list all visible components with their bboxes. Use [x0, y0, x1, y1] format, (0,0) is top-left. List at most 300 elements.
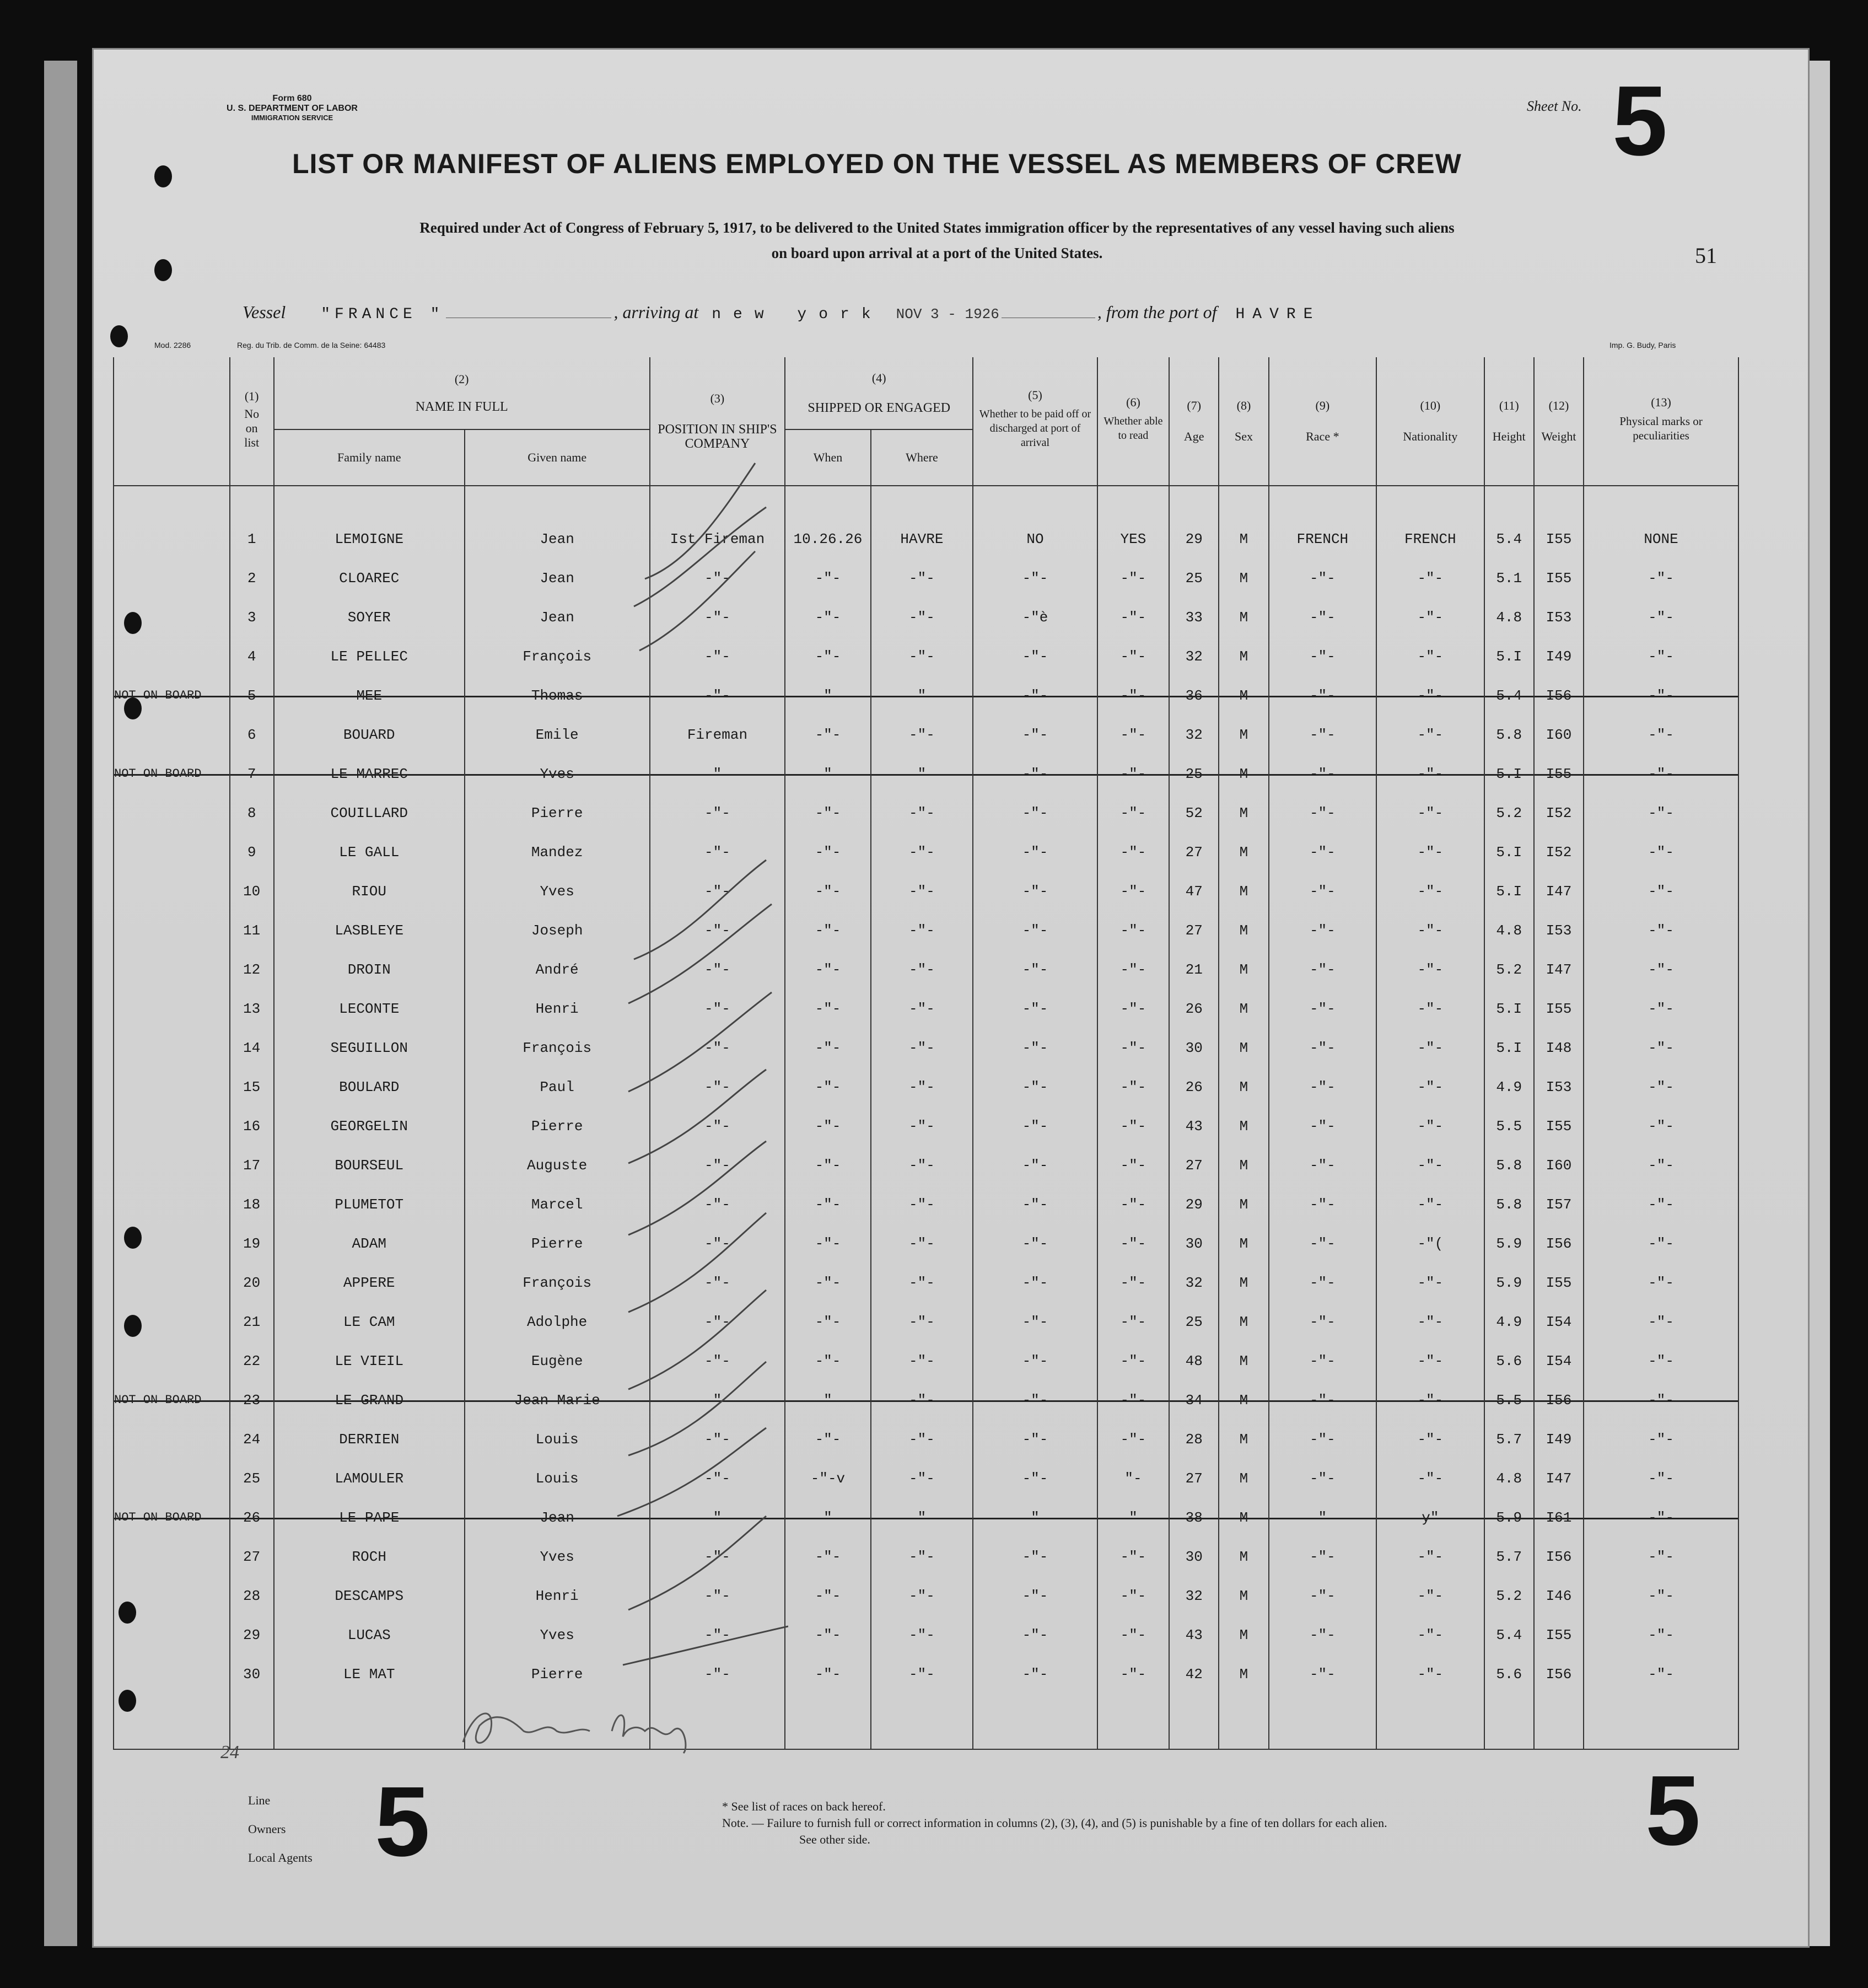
able-to-read: -"- — [1097, 950, 1169, 989]
physical-marks: -"- — [1584, 1654, 1738, 1694]
position: -"- — [650, 1420, 785, 1459]
shipped-when: -"- — [785, 1576, 870, 1615]
shipped-when: -"- — [785, 1028, 870, 1067]
sex: M — [1219, 1341, 1268, 1380]
requirement-line-1: Required under Act of Congress of February 5, 1917, to be delivered to the United States immigration officer by the representatives of any vessel having such aliens — [419, 219, 1455, 236]
paid-off: -"- — [973, 989, 1097, 1028]
age: 30 — [1169, 1537, 1219, 1576]
weight: I47 — [1534, 950, 1584, 989]
shipped-when: 10.26.26 — [785, 519, 870, 558]
sex: M — [1219, 911, 1268, 950]
crew-row — [114, 519, 1738, 558]
position: Fireman — [650, 715, 785, 754]
height: 4.8 — [1484, 1459, 1534, 1498]
line-label: Line — [248, 1793, 271, 1807]
row-number: 16 — [230, 1106, 274, 1146]
height: 4.8 — [1484, 911, 1534, 950]
physical-marks: -"- — [1584, 1263, 1738, 1302]
sex: M — [1219, 1537, 1268, 1576]
age: 32 — [1169, 715, 1219, 754]
row-number: 29 — [230, 1615, 274, 1654]
shipped-where: " — [871, 676, 973, 715]
given-name: Mandez — [465, 832, 650, 872]
physical-marks: -"- — [1584, 1420, 1738, 1459]
crew-row — [114, 598, 1738, 637]
height: 5.2 — [1484, 1576, 1534, 1615]
requirement-text — [165, 215, 1709, 266]
margin-cell — [114, 832, 230, 872]
able-to-read: -"- — [1097, 1067, 1169, 1106]
height: 5.4 — [1484, 676, 1534, 715]
sex: M — [1219, 1576, 1268, 1615]
shipped-where: -"- — [871, 1420, 973, 1459]
weight: I56 — [1534, 1380, 1584, 1420]
crew-row — [114, 1028, 1738, 1067]
able-to-read: -"- — [1097, 1380, 1169, 1420]
sex: M — [1219, 1067, 1268, 1106]
crew-row — [114, 1420, 1738, 1459]
family-name: LUCAS — [274, 1615, 465, 1654]
crew-row — [114, 754, 1738, 793]
age: 30 — [1169, 1224, 1219, 1263]
height: 4.9 — [1484, 1067, 1534, 1106]
tally-mark: 24 — [220, 1742, 239, 1763]
race: -"- — [1269, 676, 1377, 715]
shipped-where: -"- — [871, 1576, 973, 1615]
row-number: 1 — [230, 519, 274, 558]
sex: M — [1219, 1224, 1268, 1263]
nationality: -"- — [1376, 1459, 1484, 1498]
row-number: 15 — [230, 1067, 274, 1106]
paid-off: -"- — [973, 1420, 1097, 1459]
nationality: FRENCH — [1376, 519, 1484, 558]
physical-marks: -"- — [1584, 872, 1738, 911]
shipped-when: -"- — [785, 832, 870, 872]
height: 5.2 — [1484, 793, 1534, 832]
paid-off: -"- — [973, 1380, 1097, 1420]
able-to-read: -"- — [1097, 558, 1169, 598]
height: 5.9 — [1484, 1498, 1534, 1537]
shipped-when: -"- — [785, 911, 870, 950]
position: -"- — [650, 989, 785, 1028]
row-number: 7 — [230, 754, 274, 793]
given-name: Eugène — [465, 1341, 650, 1380]
margin-cell — [114, 1537, 230, 1576]
height: 5.I — [1484, 989, 1534, 1028]
height: 5.4 — [1484, 1615, 1534, 1654]
able-to-read: -"- — [1097, 832, 1169, 872]
crew-row — [114, 558, 1738, 598]
margin-cell — [114, 872, 230, 911]
arriving-label: , arriving at — [613, 302, 699, 322]
margin-column-header — [114, 357, 230, 486]
weight: I55 — [1534, 519, 1584, 558]
shipped-where: " — [871, 1498, 973, 1537]
family-name: SOYER — [274, 598, 465, 637]
paid-off: -"- — [973, 1302, 1097, 1341]
able-to-read: -"- — [1097, 1106, 1169, 1146]
physical-marks: -"- — [1584, 1459, 1738, 1498]
race: -"- — [1269, 598, 1377, 637]
paid-off: " — [973, 1498, 1097, 1537]
nationality: -"- — [1376, 1028, 1484, 1067]
shipped-where: -"- — [871, 1224, 973, 1263]
race: " — [1269, 1498, 1377, 1537]
handwritten-check-marks — [612, 452, 788, 1720]
where-header: Where — [871, 429, 973, 486]
physical-marks: -"- — [1584, 1067, 1738, 1106]
shipped-where: -"- — [871, 1067, 973, 1106]
stamp-five-right: 5 — [1645, 1755, 1701, 1866]
given-name-header: Given name — [465, 429, 650, 486]
shipped-where: -"- — [871, 1654, 973, 1694]
given-name: André — [465, 950, 650, 989]
sex: M — [1219, 598, 1268, 637]
owners-label: Owners — [248, 1822, 286, 1836]
physical-marks: -"- — [1584, 793, 1738, 832]
row-number: 8 — [230, 793, 274, 832]
shipped-when: " — [785, 676, 870, 715]
margin-cell — [114, 1106, 230, 1146]
form-id-block — [187, 94, 397, 122]
shipped-when: -"- — [785, 1341, 870, 1380]
arriving-port: new york — [712, 306, 883, 323]
physical-marks: NONE — [1584, 519, 1738, 558]
given-name: Auguste — [465, 1146, 650, 1185]
shipped-where: " — [871, 754, 973, 793]
nationality: -"- — [1376, 950, 1484, 989]
paid-off: -"- — [973, 950, 1097, 989]
reg-text: Reg. du Trib. de Comm. de la Seine: 64483 — [237, 341, 386, 350]
margin-cell — [114, 1263, 230, 1302]
margin-cell — [114, 989, 230, 1028]
shipped-where: -"- — [871, 598, 973, 637]
race: -"- — [1269, 1185, 1377, 1224]
crew-row — [114, 1146, 1738, 1185]
height: 5.I — [1484, 637, 1534, 676]
height: 5.8 — [1484, 715, 1534, 754]
race: -"- — [1269, 1028, 1377, 1067]
nationality: -"- — [1376, 872, 1484, 911]
margin-cell — [114, 911, 230, 950]
page-edge-right — [1808, 61, 1830, 1946]
height: 5.8 — [1484, 1185, 1534, 1224]
position: " — [650, 754, 785, 793]
service: IMMIGRATION SERVICE — [251, 114, 333, 122]
shipped-when: -"- — [785, 950, 870, 989]
nationality: -"- — [1376, 715, 1484, 754]
margin-cell — [114, 1185, 230, 1224]
header-row — [114, 357, 1738, 429]
paid-off: -"- — [973, 637, 1097, 676]
form-number: Form 680 — [272, 94, 312, 103]
family-name: LASBLEYE — [274, 911, 465, 950]
family-name: LE PELLEC — [274, 637, 465, 676]
nationality: -"- — [1376, 1576, 1484, 1615]
family-name: BOUARD — [274, 715, 465, 754]
margin-cell — [114, 950, 230, 989]
nationality: -"- — [1376, 1654, 1484, 1694]
shipped-when: -"- — [785, 1224, 870, 1263]
age: 26 — [1169, 989, 1219, 1028]
position: -"- — [650, 598, 785, 637]
margin-cell — [114, 519, 230, 558]
age: 26 — [1169, 1067, 1219, 1106]
row-number: 3 — [230, 598, 274, 637]
given-name: Marcel — [465, 1185, 650, 1224]
position: Ist Fireman — [650, 519, 785, 558]
race: -"- — [1269, 1615, 1377, 1654]
age: 42 — [1169, 1654, 1219, 1694]
family-name: PLUMETOT — [274, 1185, 465, 1224]
col-sex-header: (8) Sex — [1219, 357, 1268, 486]
shipped-where: -"- — [871, 1537, 973, 1576]
sex: M — [1219, 1420, 1268, 1459]
race: -"- — [1269, 637, 1377, 676]
crew-row — [114, 1380, 1738, 1420]
shipped-when: -"- — [785, 558, 870, 598]
row-number: 5 — [230, 676, 274, 715]
able-to-read: " — [1097, 1498, 1169, 1537]
weight: I56 — [1534, 676, 1584, 715]
inspector-signature — [452, 1698, 711, 1759]
shipped-when: -"- — [785, 715, 870, 754]
sex: M — [1219, 519, 1268, 558]
family-name: GEORGELIN — [274, 1106, 465, 1146]
race: -"- — [1269, 1537, 1377, 1576]
family-name-header: Family name — [274, 429, 465, 486]
shipped-when: -"- — [785, 1067, 870, 1106]
shipped-where: -"- — [871, 1341, 973, 1380]
family-name: APPERE — [274, 1263, 465, 1302]
race: -"- — [1269, 1224, 1377, 1263]
given-name: Jean Marie — [465, 1380, 650, 1420]
col-weight-header: (12) Weight — [1534, 357, 1584, 486]
able-to-read: "- — [1097, 1459, 1169, 1498]
from-port: HAVRE — [1235, 306, 1321, 323]
row-number: 26 — [230, 1498, 274, 1537]
age: 32 — [1169, 637, 1219, 676]
see-other-side: See other side. — [799, 1833, 870, 1846]
race: -"- — [1269, 1576, 1377, 1615]
age: 28 — [1169, 1420, 1219, 1459]
crew-row — [114, 1067, 1738, 1106]
weight: I54 — [1534, 1302, 1584, 1341]
age: 27 — [1169, 832, 1219, 872]
given-name: Jean — [465, 558, 650, 598]
row-number: 6 — [230, 715, 274, 754]
paid-off: -"- — [973, 1185, 1097, 1224]
shipped-when: -"- — [785, 1654, 870, 1694]
paid-off: -"- — [973, 558, 1097, 598]
age: 33 — [1169, 598, 1219, 637]
family-name: LE MARREC — [274, 754, 465, 793]
col-paid-header: (5) Whether to be paid off or discharged at port of arrival — [973, 357, 1097, 486]
family-name: LEMOIGNE — [274, 519, 465, 558]
shipped-when: -"- — [785, 598, 870, 637]
position: -"- — [650, 1185, 785, 1224]
col-position-header: (3) POSITION IN SHIP'S COMPANY — [650, 357, 785, 486]
able-to-read: -"- — [1097, 1263, 1169, 1302]
physical-marks: -"- — [1584, 911, 1738, 950]
nationality: -"- — [1376, 598, 1484, 637]
row-number: 30 — [230, 1654, 274, 1694]
shipped-when: -"- — [785, 1263, 870, 1302]
page-edge-left — [44, 61, 77, 1946]
physical-marks: -"- — [1584, 1302, 1738, 1341]
position: " — [650, 1380, 785, 1420]
sex: M — [1219, 1185, 1268, 1224]
given-name: Paul — [465, 1067, 650, 1106]
given-name: Jean — [465, 598, 650, 637]
crew-row — [114, 1654, 1738, 1694]
shipped-where: -"- — [871, 558, 973, 598]
weight: I49 — [1534, 637, 1584, 676]
nationality: -"- — [1376, 793, 1484, 832]
age: 25 — [1169, 754, 1219, 793]
crew-row — [114, 715, 1738, 754]
row-number: 24 — [230, 1420, 274, 1459]
margin-cell — [114, 1146, 230, 1185]
height: 5.9 — [1484, 1224, 1534, 1263]
height: 5.8 — [1484, 1146, 1534, 1185]
crew-row — [114, 832, 1738, 872]
sex: M — [1219, 1028, 1268, 1067]
stamp-five-left: 5 — [375, 1766, 430, 1877]
age: 32 — [1169, 1576, 1219, 1615]
able-to-read: -"- — [1097, 637, 1169, 676]
weight: I49 — [1534, 1420, 1584, 1459]
paid-off: -"- — [973, 1028, 1097, 1067]
margin-cell — [114, 598, 230, 637]
sheet-label: Sheet No. — [1527, 98, 1582, 114]
weight: I47 — [1534, 1459, 1584, 1498]
shipped-where: -"- — [871, 950, 973, 989]
row-number: 27 — [230, 1537, 274, 1576]
height: 5.I — [1484, 832, 1534, 872]
shipped-when: -"- — [785, 872, 870, 911]
margin-cell — [114, 1576, 230, 1615]
from-label: , from the port of — [1097, 302, 1217, 322]
physical-marks: -"- — [1584, 1106, 1738, 1146]
paid-off: NO — [973, 519, 1097, 558]
family-name: LE PAPE — [274, 1498, 465, 1537]
sex: M — [1219, 676, 1268, 715]
family-name: COUILLARD — [274, 793, 465, 832]
weight: I52 — [1534, 832, 1584, 872]
able-to-read: -"- — [1097, 676, 1169, 715]
age: 21 — [1169, 950, 1219, 989]
physical-marks: -"- — [1584, 1615, 1738, 1654]
sex: M — [1219, 1106, 1268, 1146]
shipped-where: -"- — [871, 1028, 973, 1067]
date-stamp: NOV 3 - 1926 — [896, 306, 999, 323]
crew-row — [114, 1498, 1738, 1537]
nationality: -"- — [1376, 1615, 1484, 1654]
weight: I60 — [1534, 715, 1584, 754]
blank-row — [114, 1694, 1738, 1749]
race: -"- — [1269, 989, 1377, 1028]
col-marks-header: (13) Physical marks or peculiarities — [1584, 357, 1738, 486]
given-name: Thomas — [465, 676, 650, 715]
paid-off: -"- — [973, 793, 1097, 832]
row-number: 20 — [230, 1263, 274, 1302]
document-title: LIST OR MANIFEST OF ALIENS EMPLOYED ON THE VESSEL AS MEMBERS OF CREW — [292, 148, 1462, 179]
position: " — [650, 1498, 785, 1537]
family-name: DROIN — [274, 950, 465, 989]
physical-marks: -"- — [1584, 1498, 1738, 1537]
weight: I52 — [1534, 793, 1584, 832]
physical-marks: -"- — [1584, 1146, 1738, 1185]
age: 29 — [1169, 1185, 1219, 1224]
row-number: 11 — [230, 911, 274, 950]
margin-cell — [114, 715, 230, 754]
row-number: 2 — [230, 558, 274, 598]
shipped-where: -"- — [871, 911, 973, 950]
given-name: Louis — [465, 1459, 650, 1498]
able-to-read: -"- — [1097, 793, 1169, 832]
position: -"- — [650, 1302, 785, 1341]
age: 25 — [1169, 558, 1219, 598]
paid-off: -"- — [973, 1537, 1097, 1576]
col-height-header: (11) Height — [1484, 357, 1534, 486]
physical-marks: -"- — [1584, 1185, 1738, 1224]
shipped-when: -"- — [785, 1146, 870, 1185]
race: -"- — [1269, 832, 1377, 872]
physical-marks: -"- — [1584, 1537, 1738, 1576]
margin-cell — [114, 1459, 230, 1498]
given-name: Pierre — [465, 1224, 650, 1263]
given-name: Joseph — [465, 911, 650, 950]
weight: I48 — [1534, 1028, 1584, 1067]
given-name: Henri — [465, 989, 650, 1028]
position: -"- — [650, 1028, 785, 1067]
paid-off: -"- — [973, 1224, 1097, 1263]
row-number: 28 — [230, 1576, 274, 1615]
able-to-read: -"- — [1097, 1420, 1169, 1459]
paid-off: -"- — [973, 1067, 1097, 1106]
weight: I56 — [1534, 1224, 1584, 1263]
margin-cell — [114, 1654, 230, 1694]
given-name: Henri — [465, 1576, 650, 1615]
position: -"- — [650, 1341, 785, 1380]
height: 5.9 — [1484, 1263, 1534, 1302]
family-name: LE GRAND — [274, 1380, 465, 1420]
fine-note: Note. — Failure to furnish full or correct information in columns (2), (3), (4), and (5) is punishable by a fine of ten dollars for each alien. — [722, 1816, 1387, 1830]
physical-marks: -"- — [1584, 754, 1738, 793]
nationality: -"- — [1376, 1185, 1484, 1224]
height: 4.8 — [1484, 598, 1534, 637]
able-to-read: -"- — [1097, 1146, 1169, 1185]
nationality: -"- — [1376, 1420, 1484, 1459]
family-name: ADAM — [274, 1224, 465, 1263]
position: -"- — [650, 1459, 785, 1498]
age: 43 — [1169, 1615, 1219, 1654]
family-name: LE MAT — [274, 1654, 465, 1694]
page-mark: 51 — [1695, 243, 1717, 268]
race: -"- — [1269, 1380, 1377, 1420]
margin-cell — [114, 558, 230, 598]
height: 5.I — [1484, 1028, 1534, 1067]
nationality: -"- — [1376, 1146, 1484, 1185]
paid-off: -"- — [973, 1106, 1097, 1146]
shipped-when: -"- — [785, 1185, 870, 1224]
position: -"- — [650, 676, 785, 715]
able-to-read: -"- — [1097, 1576, 1169, 1615]
crew-row — [114, 1341, 1738, 1380]
given-name: Jean — [465, 519, 650, 558]
weight: I53 — [1534, 1067, 1584, 1106]
